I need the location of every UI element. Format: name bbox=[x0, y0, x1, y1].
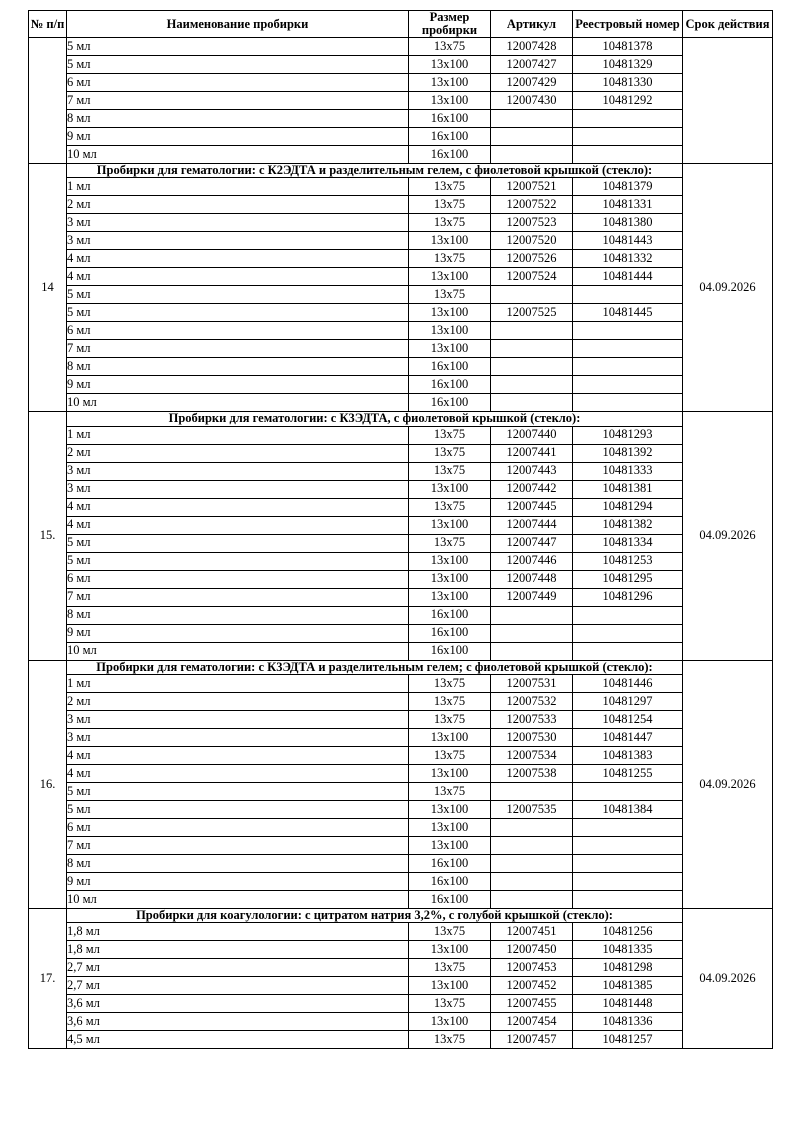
cell-tube-size: 16x100 bbox=[409, 376, 491, 394]
cell-tube-volume: 3 мл bbox=[67, 728, 409, 746]
cell-reg-number: 10481256 bbox=[573, 922, 683, 940]
cell-article: 12007457 bbox=[491, 1030, 573, 1048]
cell-tube-size: 13x100 bbox=[409, 92, 491, 110]
cell-article bbox=[491, 128, 573, 146]
table-row bbox=[29, 480, 773, 498]
cell-tube-volume: 5 мл bbox=[67, 56, 409, 74]
cell-reg-number: 10481382 bbox=[573, 516, 683, 534]
table-row bbox=[29, 976, 773, 994]
validity-date: 04.09.2026 bbox=[683, 908, 773, 1048]
cell-reg-number: 10481379 bbox=[573, 178, 683, 196]
table-row bbox=[29, 692, 773, 710]
table-row bbox=[29, 394, 773, 412]
cell-tube-volume: 8 мл bbox=[67, 606, 409, 624]
cell-tube-size: 13x100 bbox=[409, 728, 491, 746]
cell-reg-number: 10481334 bbox=[573, 534, 683, 552]
cell-tube-volume: 5 мл bbox=[67, 534, 409, 552]
tube-registry-table bbox=[28, 10, 773, 1049]
cell-reg-number bbox=[573, 872, 683, 890]
cell-article: 12007448 bbox=[491, 570, 573, 588]
cell-article bbox=[491, 606, 573, 624]
cell-reg-number: 10481293 bbox=[573, 426, 683, 444]
cell-tube-size: 13x100 bbox=[409, 976, 491, 994]
cell-article bbox=[491, 642, 573, 660]
cell-tube-size: 16x100 bbox=[409, 624, 491, 642]
table-row bbox=[29, 710, 773, 728]
cell-article: 12007453 bbox=[491, 958, 573, 976]
cell-article bbox=[491, 376, 573, 394]
cell-reg-number: 10481329 bbox=[573, 56, 683, 74]
cell-tube-size: 13x75 bbox=[409, 958, 491, 976]
cell-reg-number: 10481446 bbox=[573, 674, 683, 692]
table-row bbox=[29, 800, 773, 818]
cell-reg-number: 10481254 bbox=[573, 710, 683, 728]
cell-article: 12007444 bbox=[491, 516, 573, 534]
cell-reg-number bbox=[573, 394, 683, 412]
cell-article: 12007455 bbox=[491, 994, 573, 1012]
cell-reg-number: 10481298 bbox=[573, 958, 683, 976]
table-row bbox=[29, 674, 773, 692]
table-row bbox=[29, 92, 773, 110]
cell-article: 12007445 bbox=[491, 498, 573, 516]
table-row bbox=[29, 462, 773, 480]
header-reg-number: Реестровый номер bbox=[573, 11, 683, 38]
cell-article: 12007525 bbox=[491, 304, 573, 322]
cell-tube-size: 13x100 bbox=[409, 516, 491, 534]
cell-article bbox=[491, 872, 573, 890]
cell-tube-volume: 6 мл bbox=[67, 322, 409, 340]
cell-tube-volume: 9 мл bbox=[67, 872, 409, 890]
cell-reg-number: 10481385 bbox=[573, 976, 683, 994]
cell-tube-volume: 3 мл bbox=[67, 480, 409, 498]
cell-tube-size: 16x100 bbox=[409, 890, 491, 908]
cell-reg-number: 10481381 bbox=[573, 480, 683, 498]
cell-reg-number: 10481335 bbox=[573, 940, 683, 958]
cell-tube-size: 16x100 bbox=[409, 606, 491, 624]
cell-reg-number: 10481296 bbox=[573, 588, 683, 606]
cell-article: 12007523 bbox=[491, 214, 573, 232]
cell-reg-number bbox=[573, 782, 683, 800]
cell-tube-volume: 1,8 мл bbox=[67, 922, 409, 940]
cell-article bbox=[491, 394, 573, 412]
cell-tube-volume: 7 мл bbox=[67, 588, 409, 606]
cell-tube-volume: 2 мл bbox=[67, 692, 409, 710]
cell-reg-number: 10481445 bbox=[573, 304, 683, 322]
table-row bbox=[29, 552, 773, 570]
cell-tube-size: 13x100 bbox=[409, 940, 491, 958]
table-row bbox=[29, 836, 773, 854]
section-header-row bbox=[29, 412, 773, 426]
cell-article: 12007441 bbox=[491, 444, 573, 462]
table-row bbox=[29, 56, 773, 74]
table-row bbox=[29, 268, 773, 286]
cell-article: 12007452 bbox=[491, 976, 573, 994]
cell-tube-size: 13x100 bbox=[409, 570, 491, 588]
cell-article bbox=[491, 890, 573, 908]
cell-article: 12007454 bbox=[491, 1012, 573, 1030]
cell-tube-size: 13x75 bbox=[409, 994, 491, 1012]
section-title: Пробирки для гематологии: с К3ЭДТА, с фиолетовой крышкой (стекло): bbox=[67, 412, 683, 426]
cell-article: 12007451 bbox=[491, 922, 573, 940]
cell-tube-volume: 3 мл bbox=[67, 710, 409, 728]
cell-reg-number bbox=[573, 606, 683, 624]
cell-tube-size: 16x100 bbox=[409, 110, 491, 128]
cell-article bbox=[491, 818, 573, 836]
cell-reg-number: 10481380 bbox=[573, 214, 683, 232]
table-row bbox=[29, 624, 773, 642]
cell-reg-number: 10481292 bbox=[573, 92, 683, 110]
cell-tube-volume: 10 мл bbox=[67, 394, 409, 412]
cell-tube-volume: 8 мл bbox=[67, 110, 409, 128]
section-number: 14 bbox=[29, 164, 67, 412]
cell-reg-number: 10481330 bbox=[573, 74, 683, 92]
table-row bbox=[29, 146, 773, 164]
table-row bbox=[29, 250, 773, 268]
section-title: Пробирки для гематологии: с К2ЭДТА и разделительным гелем, с фиолетовой крышкой (стекло): bbox=[67, 164, 683, 178]
table-row bbox=[29, 588, 773, 606]
cell-article: 12007522 bbox=[491, 196, 573, 214]
validity-date: 04.09.2026 bbox=[683, 164, 773, 412]
cell-tube-volume: 9 мл bbox=[67, 624, 409, 642]
cell-reg-number bbox=[573, 642, 683, 660]
cell-tube-volume: 9 мл bbox=[67, 376, 409, 394]
section-title: Пробирки для коагулологии: с цитратом натрия 3,2%, с голубой крышкой (стекло): bbox=[67, 908, 683, 922]
table-row bbox=[29, 426, 773, 444]
cell-tube-size: 16x100 bbox=[409, 128, 491, 146]
cell-tube-size: 13x75 bbox=[409, 250, 491, 268]
section-header-row bbox=[29, 660, 773, 674]
cell-tube-size: 16x100 bbox=[409, 146, 491, 164]
cell-article: 12007442 bbox=[491, 480, 573, 498]
cell-tube-size: 13x100 bbox=[409, 322, 491, 340]
cell-reg-number: 10481392 bbox=[573, 444, 683, 462]
cell-tube-volume: 4 мл bbox=[67, 516, 409, 534]
table-row bbox=[29, 128, 773, 146]
table-row bbox=[29, 358, 773, 376]
cell-article bbox=[491, 624, 573, 642]
table-row bbox=[29, 286, 773, 304]
cell-tube-volume: 10 мл bbox=[67, 642, 409, 660]
table-row bbox=[29, 1012, 773, 1030]
cell-article bbox=[491, 358, 573, 376]
cell-article bbox=[491, 340, 573, 358]
cell-tube-size: 13x100 bbox=[409, 74, 491, 92]
cell-tube-volume: 5 мл bbox=[67, 304, 409, 322]
cell-article: 12007446 bbox=[491, 552, 573, 570]
header-article: Артикул bbox=[491, 11, 573, 38]
section-number: 15. bbox=[29, 412, 67, 660]
cell-tube-volume: 4 мл bbox=[67, 746, 409, 764]
cell-reg-number: 10481294 bbox=[573, 498, 683, 516]
section-title: Пробирки для гематологии: с К3ЭДТА и разделительным гелем; с фиолетовой крышкой (стекло): bbox=[67, 660, 683, 674]
cell-tube-volume: 3 мл bbox=[67, 462, 409, 480]
cell-article: 12007530 bbox=[491, 728, 573, 746]
cell-article: 12007534 bbox=[491, 746, 573, 764]
cell-tube-volume: 1 мл bbox=[67, 426, 409, 444]
table-row bbox=[29, 782, 773, 800]
table-row bbox=[29, 110, 773, 128]
table-body bbox=[29, 38, 773, 1049]
table-row bbox=[29, 516, 773, 534]
table-header-row bbox=[29, 11, 773, 38]
cell-tube-volume: 2 мл bbox=[67, 444, 409, 462]
cell-tube-size: 13x75 bbox=[409, 746, 491, 764]
cell-tube-size: 13x100 bbox=[409, 56, 491, 74]
cell-tube-volume: 1,8 мл bbox=[67, 940, 409, 958]
cell-article bbox=[491, 782, 573, 800]
cell-tube-volume: 4 мл bbox=[67, 498, 409, 516]
cell-tube-volume: 10 мл bbox=[67, 146, 409, 164]
cell-tube-size: 13x100 bbox=[409, 552, 491, 570]
cell-tube-volume: 4,5 мл bbox=[67, 1030, 409, 1048]
header-validity: Срок действия bbox=[683, 11, 773, 38]
cell-tube-volume: 10 мл bbox=[67, 890, 409, 908]
cell-tube-size: 13x75 bbox=[409, 922, 491, 940]
table-row bbox=[29, 322, 773, 340]
table-row bbox=[29, 376, 773, 394]
cell-article bbox=[491, 286, 573, 304]
table-row bbox=[29, 728, 773, 746]
cell-reg-number: 10481333 bbox=[573, 462, 683, 480]
cell-reg-number bbox=[573, 890, 683, 908]
cell-tube-size: 16x100 bbox=[409, 872, 491, 890]
table-row bbox=[29, 890, 773, 908]
cell-tube-volume: 3,6 мл bbox=[67, 994, 409, 1012]
table-row bbox=[29, 642, 773, 660]
table-row bbox=[29, 606, 773, 624]
cell-tube-volume: 5 мл bbox=[67, 38, 409, 56]
cell-tube-volume: 9 мл bbox=[67, 128, 409, 146]
cell-reg-number: 10481447 bbox=[573, 728, 683, 746]
cell-tube-volume: 6 мл bbox=[67, 74, 409, 92]
table-row bbox=[29, 304, 773, 322]
cell-tube-volume: 4 мл bbox=[67, 268, 409, 286]
header-num: № п/п bbox=[29, 11, 67, 38]
cell-reg-number bbox=[573, 624, 683, 642]
cell-reg-number bbox=[573, 128, 683, 146]
table-row bbox=[29, 854, 773, 872]
cell-reg-number: 10481253 bbox=[573, 552, 683, 570]
cell-article: 12007440 bbox=[491, 426, 573, 444]
cell-reg-number bbox=[573, 146, 683, 164]
cell-tube-size: 13x100 bbox=[409, 836, 491, 854]
cell-reg-number bbox=[573, 836, 683, 854]
cell-tube-volume: 4 мл bbox=[67, 764, 409, 782]
cell-article: 12007443 bbox=[491, 462, 573, 480]
cell-tube-volume: 7 мл bbox=[67, 340, 409, 358]
cell-tube-size: 13x75 bbox=[409, 426, 491, 444]
cell-tube-size: 13x100 bbox=[409, 764, 491, 782]
cell-tube-size: 13x75 bbox=[409, 782, 491, 800]
cell-tube-size: 13x75 bbox=[409, 286, 491, 304]
table-header bbox=[29, 11, 773, 38]
cell-tube-size: 13x75 bbox=[409, 674, 491, 692]
cell-tube-size: 13x100 bbox=[409, 232, 491, 250]
cell-article: 12007531 bbox=[491, 674, 573, 692]
cell-tube-volume: 5 мл bbox=[67, 552, 409, 570]
cell-tube-size: 13x75 bbox=[409, 214, 491, 232]
cell-tube-size: 16x100 bbox=[409, 358, 491, 376]
cell-reg-number bbox=[573, 110, 683, 128]
cell-article: 12007521 bbox=[491, 178, 573, 196]
cell-article: 12007430 bbox=[491, 92, 573, 110]
cell-tube-size: 13x100 bbox=[409, 588, 491, 606]
validity-date: 04.09.2026 bbox=[683, 412, 773, 660]
cell-reg-number bbox=[573, 818, 683, 836]
header-size: Размер пробирки bbox=[409, 11, 491, 38]
cell-tube-volume: 5 мл bbox=[67, 782, 409, 800]
cell-tube-volume: 2,7 мл bbox=[67, 958, 409, 976]
cell-reg-number: 10481255 bbox=[573, 764, 683, 782]
cell-article: 12007532 bbox=[491, 692, 573, 710]
cell-tube-size: 13x100 bbox=[409, 800, 491, 818]
cell-article bbox=[491, 836, 573, 854]
cell-reg-number: 10481378 bbox=[573, 38, 683, 56]
table-row bbox=[29, 570, 773, 588]
table-row bbox=[29, 940, 773, 958]
cell-tube-volume: 6 мл bbox=[67, 570, 409, 588]
cell-reg-number: 10481444 bbox=[573, 268, 683, 286]
cell-tube-size: 13x100 bbox=[409, 268, 491, 286]
cell-reg-number: 10481257 bbox=[573, 1030, 683, 1048]
cell-article: 12007428 bbox=[491, 38, 573, 56]
table-row bbox=[29, 958, 773, 976]
cell-reg-number bbox=[573, 286, 683, 304]
cell-article bbox=[491, 322, 573, 340]
table-row bbox=[29, 74, 773, 92]
cell-article bbox=[491, 854, 573, 872]
section-number: 17. bbox=[29, 908, 67, 1048]
cell-tube-volume: 6 мл bbox=[67, 818, 409, 836]
table-row bbox=[29, 922, 773, 940]
cell-tube-size: 13x100 bbox=[409, 340, 491, 358]
cell-reg-number bbox=[573, 340, 683, 358]
cell-reg-number: 10481383 bbox=[573, 746, 683, 764]
cell-tube-size: 16x100 bbox=[409, 394, 491, 412]
cell-article: 12007535 bbox=[491, 800, 573, 818]
cell-tube-size: 13x75 bbox=[409, 196, 491, 214]
cell-tube-size: 13x75 bbox=[409, 178, 491, 196]
cell-reg-number: 10481295 bbox=[573, 570, 683, 588]
table-row bbox=[29, 498, 773, 516]
cell-tube-size: 13x75 bbox=[409, 710, 491, 728]
section-header-row bbox=[29, 908, 773, 922]
cell-reg-number: 10481331 bbox=[573, 196, 683, 214]
cell-article: 12007447 bbox=[491, 534, 573, 552]
cell-article: 12007449 bbox=[491, 588, 573, 606]
cell-reg-number: 10481297 bbox=[573, 692, 683, 710]
cell-tube-volume: 2 мл bbox=[67, 196, 409, 214]
cell-tube-size: 13x100 bbox=[409, 480, 491, 498]
table-row bbox=[29, 994, 773, 1012]
cell-article bbox=[491, 110, 573, 128]
table-row bbox=[29, 38, 773, 56]
cell-tube-size: 13x100 bbox=[409, 304, 491, 322]
table-row bbox=[29, 178, 773, 196]
table-row bbox=[29, 340, 773, 358]
cell-reg-number bbox=[573, 376, 683, 394]
cell-tube-volume: 1 мл bbox=[67, 674, 409, 692]
cell-reg-number: 10481448 bbox=[573, 994, 683, 1012]
cell-tube-size: 13x75 bbox=[409, 444, 491, 462]
cell-tube-volume: 5 мл bbox=[67, 800, 409, 818]
cell-tube-volume: 3 мл bbox=[67, 232, 409, 250]
header-name: Наименование пробирки bbox=[67, 11, 409, 38]
cell-tube-size: 13x100 bbox=[409, 818, 491, 836]
cell-tube-volume: 4 мл bbox=[67, 250, 409, 268]
cell-tube-volume: 5 мл bbox=[67, 286, 409, 304]
cell-tube-size: 16x100 bbox=[409, 854, 491, 872]
cell-reg-number: 10481384 bbox=[573, 800, 683, 818]
section-number: 16. bbox=[29, 660, 67, 908]
cell-reg-number: 10481332 bbox=[573, 250, 683, 268]
cell-article: 12007526 bbox=[491, 250, 573, 268]
cell-tube-size: 13x75 bbox=[409, 38, 491, 56]
cell-article: 12007524 bbox=[491, 268, 573, 286]
table-row bbox=[29, 764, 773, 782]
section-header-row bbox=[29, 164, 773, 178]
cell-tube-size: 13x75 bbox=[409, 462, 491, 480]
table-row bbox=[29, 534, 773, 552]
cell-tube-size: 13x75 bbox=[409, 1030, 491, 1048]
cell-tube-size: 13x75 bbox=[409, 692, 491, 710]
cell-reg-number: 10481443 bbox=[573, 232, 683, 250]
cell-article: 12007533 bbox=[491, 710, 573, 728]
cell-tube-volume: 7 мл bbox=[67, 836, 409, 854]
cell-article: 12007450 bbox=[491, 940, 573, 958]
cell-tube-size: 13x100 bbox=[409, 1012, 491, 1030]
cell-tube-volume: 8 мл bbox=[67, 854, 409, 872]
table-row bbox=[29, 444, 773, 462]
cell-article bbox=[491, 146, 573, 164]
cell-reg-number bbox=[573, 358, 683, 376]
cell-tube-size: 16x100 bbox=[409, 642, 491, 660]
table-row bbox=[29, 232, 773, 250]
table-row bbox=[29, 214, 773, 232]
validity-date: 04.09.2026 bbox=[683, 660, 773, 908]
table-row bbox=[29, 1030, 773, 1048]
cell-tube-volume: 3,6 мл bbox=[67, 1012, 409, 1030]
cell-tube-volume: 1 мл bbox=[67, 178, 409, 196]
cell-tube-volume: 2,7 мл bbox=[67, 976, 409, 994]
cell-article: 12007429 bbox=[491, 74, 573, 92]
cell-article: 12007538 bbox=[491, 764, 573, 782]
cell-article: 12007427 bbox=[491, 56, 573, 74]
cell-tube-volume: 8 мл bbox=[67, 358, 409, 376]
section-number bbox=[29, 38, 67, 164]
cell-reg-number bbox=[573, 854, 683, 872]
cell-tube-size: 13x75 bbox=[409, 498, 491, 516]
validity-date bbox=[683, 38, 773, 164]
cell-tube-volume: 3 мл bbox=[67, 214, 409, 232]
table-row bbox=[29, 818, 773, 836]
table-row bbox=[29, 746, 773, 764]
cell-tube-volume: 7 мл bbox=[67, 92, 409, 110]
cell-tube-size: 13x75 bbox=[409, 534, 491, 552]
table-row bbox=[29, 196, 773, 214]
cell-reg-number: 10481336 bbox=[573, 1012, 683, 1030]
table-row bbox=[29, 872, 773, 890]
cell-reg-number bbox=[573, 322, 683, 340]
cell-article: 12007520 bbox=[491, 232, 573, 250]
